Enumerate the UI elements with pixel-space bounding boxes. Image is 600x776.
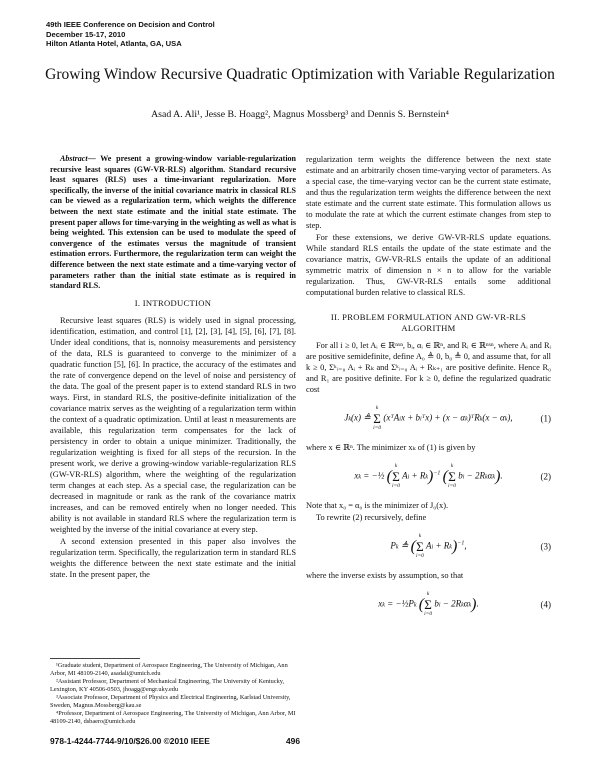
equation-3	[306, 533, 551, 560]
abstract-label: Abstract	[60, 154, 88, 163]
equation-2-number: (2)	[540, 471, 551, 481]
footnote-2: ²Assistant Professor, Department of Mechanical Engineering, The University of Kentucky, Lexington, KY 40506-0503, jhoagg@engr.uky.edu	[50, 678, 285, 693]
right-paragraph-6: To rewrite (2) recursively, define	[316, 513, 427, 522]
equation-1-body: Jk(x) ≜ k Σ i=0 (xᵀAix + biᵀx) + (x − αk)ᵀRk(x − αk),	[344, 405, 513, 431]
right-paragraph-2: For these extensions, we derive GW-VR-RLS update equations. While standard RLS entails the update of the state estimate and the covariance matrix, GW-VR-RLS entails the update of an additional symmetric matrix of dimension n × n to allow for the variable regularization. Thus, GW-VR-RLS entails some additional computational burden relative to classical RLS.	[306, 233, 551, 297]
equation-1	[306, 405, 551, 432]
paper-title: Growing Window Recursive Quadratic Optimization with Variable Regularization	[45, 66, 555, 83]
abstract	[50, 154, 296, 292]
footnote-rule	[50, 658, 140, 659]
right-paragraph-4: where x ∈ ℝⁿ. The minimizer xₖ of (1) is given by	[306, 443, 476, 452]
intro-paragraph-1: Recursive least squares (RLS) is widely used in signal processing, identification, estimation, and control [1], [2], [3], [4], [5], [6], [7], [8]. Under ideal conditions, that is, nonnoisy measurements and persistency of the data, RLS is guaranteed to converge to the minimizer of a quadratic function [5], [6]. In practice, the accuracy of the estimates and the rate of convergence depend on the level of noise and persistency of the data. The goal of the present paper is to extend standard RLS in two ways. First, in standard RLS, the positive-definite initialization of the covariance matrix serves as the weighting of a regularization term within the context of a quadratic optimization. Until at least n measurements are available, this regularization term compensates for the lack of persistency in order to obtain a unique minimizer. Traditionally, the regularization weighting is fixed for all steps of the recursion. In the present work, we derive a growing-window variable-regularization RLS (GW-VR-RLS) algorithm, where the weighting of the regularization term changes at each step. As a special case, the regularization can be decreased in magnitude or rank as the rank of the covariance matrix increases, and can be removed entirely when no longer needed. This ability is not available in standard RLS where the regularization term is weighted by the inverse of the initial covariance at every step.	[50, 315, 296, 534]
footnote-1: ¹Graduate student, Department of Aerospace Engineering, The University of Michigan, Ann Arbor, MI 48109-2140, asadali@umich.edu	[50, 662, 288, 677]
author-list: Asad A. Ali¹, Jesse B. Hoagg², Magnus Mossberg³ and Dennis S. Bernstein⁴	[151, 109, 449, 120]
right-paragraph-1: regularization term weights the difference between the next state estimate and an arbitrarily chosen time-varying vector of parameters. As a special case, the time-varying vector can be the current state estimate, and thus the regularization term weights the difference between the next state estimate and the current state estimate. This formulation allows us to modulate the rate at which the current estimate changes from step to step.	[306, 155, 551, 230]
isbn-footer: 978-1-4244-7744-9/10/$26.00 ©2010 IEEE	[50, 736, 210, 746]
intro-paragraph-2: A second extension presented in this paper also involves the regularization term. Specifically, the regularization term in standard RLS weights the difference between the next state estimate and the initial state. In the present paper, the	[50, 536, 296, 579]
section-heading-line-2: ALGORITHM	[401, 323, 456, 333]
conference-venue: Hilton Atlanta Hotel, Atlanta, GA, USA	[46, 39, 182, 49]
conference-dates: December 15-17, 2010	[46, 29, 126, 39]
conference-header	[46, 20, 215, 49]
conference-name: 49th IEEE Conference on Decision and Control	[46, 20, 215, 29]
equation-4-body: xk = −½Pk ( k Σ i=0 bi − 2Rkαk).	[378, 591, 479, 617]
section-heading-problem	[306, 312, 551, 334]
right-column	[306, 154, 551, 628]
equation-2	[306, 463, 551, 490]
section-heading-introduction: I. INTRODUCTION	[134, 297, 212, 308]
equation-4-number: (4)	[540, 599, 551, 609]
footnote-4: ⁴Professor, Department of Aerospace Engineering, The University of Michigan, Ann Arbor, MI 48109-2140, dsbaero@umich.edu	[50, 710, 296, 725]
page-number: 496	[286, 736, 300, 746]
left-column	[50, 154, 296, 581]
section-heading-line-1: II. PROBLEM FORMULATION AND GW-VR-RLS	[330, 312, 527, 322]
right-paragraph-7: where the inverse exists by assumption, so that	[306, 571, 464, 580]
equation-2-body: xk = −½ ( k Σ i=0 Ai + Rk)$^{-1}$ ( k Σ i=0 bi − 2Rkαk).	[354, 463, 503, 489]
right-paragraph-3: For all i ≥ 0, let Aᵢ ∈ ℝⁿˣⁿ, bᵢ, αᵢ ∈ ℝⁿ, and Rᵢ ∈ ℝⁿˣⁿ, where Aᵢ and Rᵢ are positive semidefinite, define A₀ ≜ 0, b₀ ≜ 0, and assume that, for all k ≥ 0, Σᵏᵢ₌₀ Aᵢ + Rₖ and Σᵏᵢ₌₀ Aᵢ + Rₖ₊₁ are positive definite. Hence R₀ and R₁ are positive definite. For k ≥ 0, define the regularized quadratic cost	[306, 341, 551, 394]
footnotes	[50, 658, 296, 726]
right-paragraph-5: Note that x₀ = α₀ is the minimizer of J₀(x).	[306, 501, 449, 510]
equation-3-number: (3)	[540, 541, 551, 551]
equation-1-number: (1)	[540, 413, 551, 423]
equation-3-body: Pk ≜ ( k Σ i=0 Ai + Rk)$^{-1}$,	[390, 533, 467, 559]
equation-4	[306, 591, 551, 618]
abstract-text: — We present a growing-window variable-regularization recursive least squares (GW-VR-RLS) algorithm. Standard recursive least squares (RLS) uses a time-invariant regularization. More specifically, the inverse of the initial covariance matrix in classical RLS can be viewed as a regularization term, which weights the difference between the next state estimate and the initial state estimate. The present paper allows for time-varying in the weighting as well as what is being weighted. This extension can be used to modulate the speed of convergence of the estimates versus the magnitude of transient estimation errors. Furthermore, the regularization term can weight the difference between the next state estimate and a time-varying vector of parameters rather than the initial state estimate as is required in standard RLS.	[50, 154, 296, 291]
footnote-3: ³Associate Professor, Department of Physics and Electrical Engineering, Karlstad University, Sweden, Magnus.Mossberg@kau.se	[50, 694, 291, 709]
